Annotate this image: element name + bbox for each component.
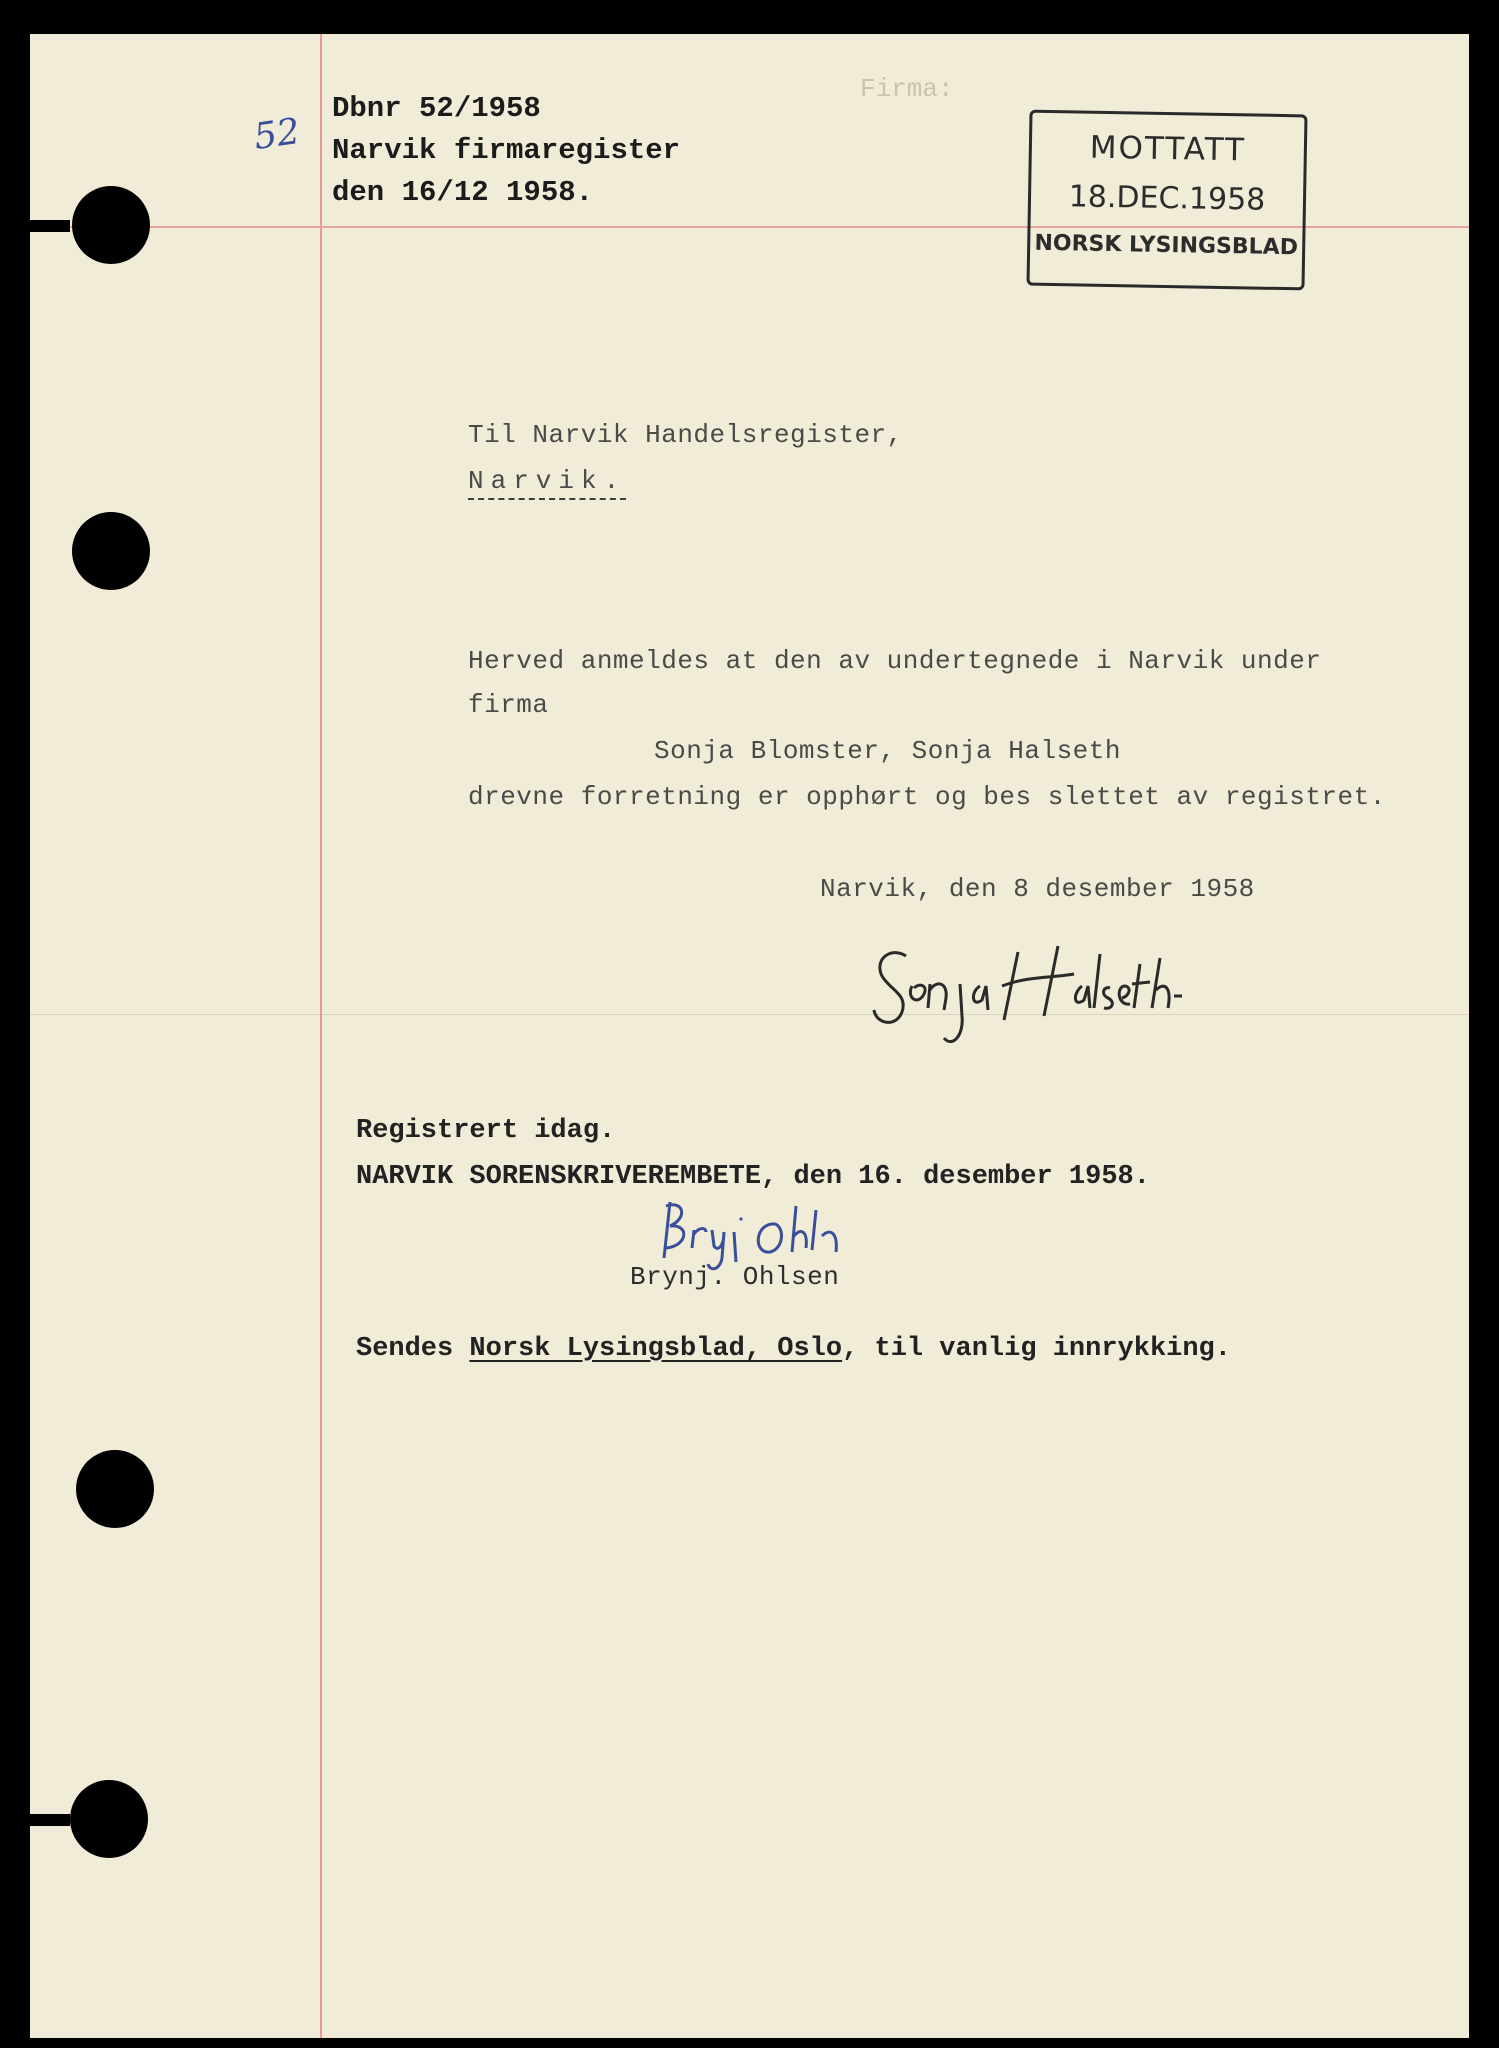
case-number: Dbnr 52/1958	[332, 92, 541, 125]
faint-printed-label: Firma:	[860, 74, 954, 104]
margin-rule	[320, 34, 322, 2038]
send-suffix: , til vanlig innrykking.	[842, 1334, 1231, 1364]
signature-sonja-halseth	[868, 924, 1188, 1054]
signer-name: Brynj. Ohlsen	[630, 1262, 840, 1292]
received-stamp	[1026, 110, 1307, 291]
send-target: Norsk Lysingsblad, Oslo	[469, 1334, 843, 1364]
stamp-title: MOTTATT	[1089, 129, 1247, 169]
binder-hole	[72, 512, 150, 590]
binder-hole	[72, 186, 150, 264]
margin-number: 52	[251, 111, 303, 158]
body-line-1: Herved anmeldes at den av undertegnede i Narvik under	[468, 646, 1322, 676]
binder-hole-tab	[30, 1814, 70, 1826]
binder-hole	[76, 1450, 154, 1528]
fold-crease	[30, 1014, 1469, 1015]
stamp-date: 18.DEC.1958	[1068, 179, 1266, 218]
stamp-org: NORSK LYSINGSBLAD	[1034, 230, 1299, 261]
binder-hole	[70, 1780, 148, 1858]
registration-note: Registrert idag.	[356, 1116, 616, 1146]
header-date: den 16/12 1958.	[332, 176, 594, 209]
registration-office-date: NARVIK SORENSKRIVEREMBETE, den 16. desember 1958.	[356, 1162, 1150, 1192]
addressee: Til Narvik Handelsregister,	[468, 420, 903, 450]
firm-name: Sonja Blomster, Sonja Halseth	[654, 736, 1121, 766]
addressee-city: Narvik.	[468, 466, 626, 500]
register-name: Narvik firmaregister	[332, 134, 681, 167]
place-date: Narvik, den 8 desember 1958	[820, 874, 1255, 904]
send-instruction	[356, 1334, 1231, 1364]
send-prefix: Sendes	[356, 1334, 454, 1364]
body-line-2: firma	[468, 690, 549, 720]
binder-hole-tab	[30, 220, 70, 232]
body-line-3: drevne forretning er opphørt og bes slettet av registret.	[468, 782, 1386, 812]
document-page	[30, 34, 1469, 2038]
